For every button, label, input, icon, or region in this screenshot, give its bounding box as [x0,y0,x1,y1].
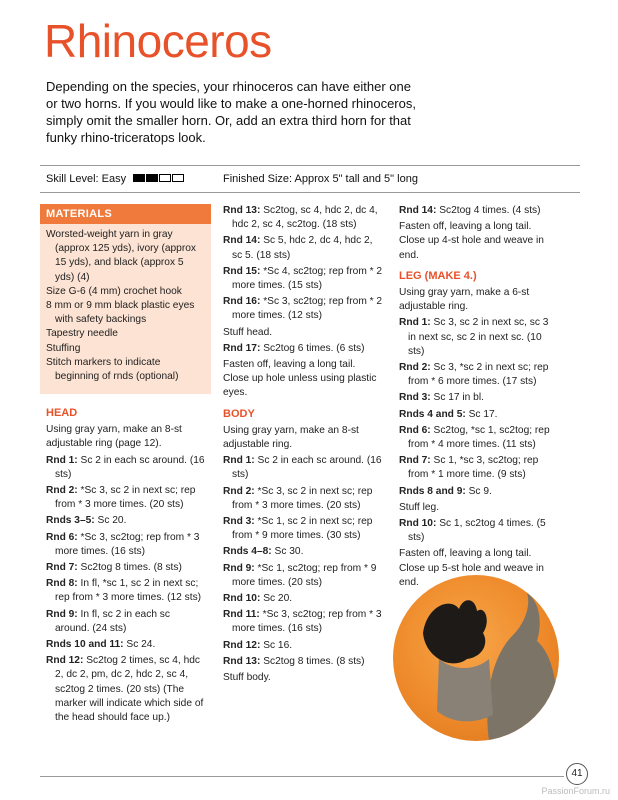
round-label: Rnd 6: [399,424,431,436]
skill-meter [133,173,185,185]
pattern-round [399,454,559,482]
round-text: In fl, *sc 1, sc 2 in next sc; rep from * 3 more times. (12 sts) [55,578,202,604]
round-label: Rnd 1: [223,455,255,467]
top-divider [40,165,580,166]
pattern-round [399,391,559,405]
body-heading: BODY [223,407,255,420]
round-label: Rnd 7: [399,455,431,467]
materials-list [40,224,211,384]
header-divider [40,192,580,193]
round-label: Rnds 8 and 9: [399,485,466,497]
pattern-round [46,561,206,575]
finished-label: Finished Size: [223,173,293,185]
pattern-round [399,424,559,452]
materials-item: Tapestry needle [46,328,118,340]
round-text: Sc 20. [260,593,293,605]
materials-heading: MATERIALS [40,204,211,224]
round-text: *Sc 3, sc2tog; rep from * 3 more times. (16 sts) [232,609,382,635]
round-text: Sc2tog, sc 4, hdc 2, dc 4, hdc 2, sc 4, sc2tog. (18 sts) [232,205,378,231]
pattern-round [46,638,206,652]
round-text: *Sc 3, sc2tog; rep from * 2 more times. (12 sts) [232,296,383,322]
round-text: Sc2tog 8 times. (8 sts) [260,655,365,667]
round-text: Sc2tog 8 times. (8 sts) [77,562,182,574]
round-label: Rnd 2: [46,485,78,497]
round-label: Rnd 11: [223,609,260,621]
column-three [399,204,559,592]
skill-level [46,173,185,185]
round-text: Sc 17. [465,408,498,420]
rhino-illustration [393,575,559,741]
round-text: Sc2tog 2 times, sc 4, hdc 2, dc 2, pm, dc 2, hdc 2, sc 4, sc2tog 2 times. (20 sts) (The marker will indicate which side of the head should face up.) [55,655,204,724]
round-label: Rnd 10: [399,518,437,530]
leg-intro: Using gray yarn, make a 6-st adjustable ring. [399,287,530,313]
round-label: Rnd 1: [46,454,78,466]
round-text: Sc 5, hdc 2, dc 4, hdc 2, sc 5. (18 sts) [232,235,373,261]
pattern-round [223,234,383,262]
round-text: Sc 9. [465,485,492,497]
body-intro: Using gray yarn, make an 8-st adjustable ring. [223,424,359,451]
pattern-round [46,654,206,725]
round-text: *Sc 4, sc2tog; rep from * 2 more times. (15 sts) [232,265,383,292]
pattern-round [46,454,206,482]
skill-meter-box [146,174,158,182]
round-text: Sc2tog 4 times. (4 sts) [436,205,541,216]
round-text: Sc 3, sc 2 in next sc, sc 3 in next sc, sc 2 in next sc. (10 sts) [408,317,549,357]
leg-rounds [399,316,559,498]
pattern-round [399,361,559,389]
round-text: *Sc 3, sc 2 in next sc; rep from * 3 more times. (20 sts) [232,485,373,511]
page-title: Rhinoceros [44,15,272,67]
pattern-round [223,485,383,513]
skill-meter-box [172,174,184,182]
skill-meter-box [159,174,171,182]
round-text: Sc 17 in bl. [430,392,484,404]
round-label: Rnd 12: [223,639,261,651]
watermark: PassionForum.ru [541,786,610,796]
round-label: Rnd 16: [223,296,261,308]
pattern-round [223,592,383,606]
round-text: *Sc 3, sc 2 in next sc; rep from * 3 more times. (20 sts) [55,485,196,511]
materials-box [40,204,211,394]
head-section [46,400,206,727]
pattern-round [223,454,383,482]
round-text: *Sc 1, sc2tog; rep from * 9 more times. (20 sts) [232,562,377,588]
pattern-round [399,408,559,422]
column-two [223,204,383,687]
head-intro: Using gray yarn, make an 8-st adjustable ring (page 12). [46,424,182,450]
pattern-round [399,485,559,499]
page-number: 41 [566,763,588,785]
pattern-round [223,265,383,293]
finished-size [223,173,418,185]
round-label: Rnds 4 and 5: [399,408,466,420]
body-rounds [223,454,383,669]
round-label: Rnd 1: [399,317,431,329]
finished-value: Approx 5" tall and 5" long [294,173,418,185]
body-rnd14 [399,204,559,218]
round-text: *Sc 1, sc 2 in next sc; rep from * 9 more times. (30 sts) [232,516,373,542]
round-label: Rnd 2: [223,485,255,497]
rhino-photo [393,575,559,741]
pattern-round [223,204,383,232]
round-label: Rnd 8: [46,578,78,590]
footer-divider [40,776,564,777]
round-label: Rnd 13: [223,205,261,216]
round-text: *Sc 3, sc2tog; rep from * 3 more times. (16 sts) [55,531,200,557]
pattern-round [399,316,559,359]
round-label: Rnd 17: [223,342,261,354]
round-label: Rnd 12: [46,655,84,667]
leg-heading: LEG (MAKE 4.) [399,269,477,282]
round-text: Sc 1, *sc 3, sc2tog; rep from * 1 more time. (9 sts) [408,455,539,481]
round-text: In fl, sc 2 in each sc around. (24 sts) [55,608,170,634]
round-label: Rnd 7: [46,562,78,574]
pattern-round [46,531,206,559]
round-text: Sc 1, sc2tog 4 times. (5 sts) [408,518,546,544]
round-label: Rnds 10 and 11: [46,639,124,651]
round-label: Rnd 14: [399,205,437,216]
round-text: Sc 20. [94,515,127,527]
materials-item: Stuffing [46,342,81,354]
intro-paragraph: Depending on the species, your rhinoceros can have either one or two horns. If you would like to make a one-horned rhinoceros, simply omit the smaller horn. Or, add an extra third horn for that funky rhino-triceratops look. [46,79,416,145]
round-label: Rnd 13: [223,655,261,667]
round-text: Sc 2 in each sc around. (16 sts) [55,454,205,480]
round-label: Rnd 9: [46,608,78,620]
materials-item: 8 mm or 9 mm black plastic eyes with safety backings [46,300,195,326]
pattern-round [223,545,383,559]
round-label: Rnd 9: [223,562,255,574]
round-text: Sc 3, *sc 2 in next sc; rep from * 6 more times. (17 sts) [408,362,549,388]
round-label: Rnd 6: [46,531,78,543]
round-text: Sc 30. [271,546,304,558]
pattern-round [223,295,383,323]
pattern-round [223,515,383,543]
head-stuff: Stuff head. [223,326,273,338]
skill-meter-box [133,174,145,182]
head-cont-rounds [223,204,383,324]
skill-value: Easy [101,173,127,185]
round-label: Rnds 3–5: [46,515,95,527]
materials-item: Worsted-weight yarn in gray (approx 125 yds), ivory (approx 15 yds), and black (approx 5 yds) (4) [46,229,196,283]
materials-item: Size G-6 (4 mm) crochet hook [46,285,182,297]
leg-fasten: Fasten off, leaving a long tail. Close up 5-st hole and weave in end. [399,548,544,588]
head-rnd17 [223,342,383,356]
round-text: Sc2tog 6 times. (6 sts) [260,342,365,354]
head-fasten: Fasten off, leaving a long tail. Close up hole unless using plastic eyes. [223,359,377,399]
round-label: Rnd 15: [223,265,261,277]
pattern-round [223,562,383,590]
pattern-round [223,608,383,636]
head-heading: HEAD [46,407,78,419]
round-label: Rnd 3: [223,516,255,528]
skill-label: Skill Level: [46,173,99,185]
round-text: Sc2tog, *sc 1, sc2tog; rep from * 4 more times. (11 sts) [408,424,550,451]
pattern-round [46,577,206,605]
pattern-round [223,655,383,669]
pattern-round [46,484,206,512]
leg-rnd10 [399,517,559,545]
round-text: Sc 2 in each sc around. (16 sts) [232,455,382,481]
round-label: Rnd 14: [223,235,261,247]
body-fasten: Fasten off, leaving a long tail. Close up 4-st hole and weave in end. [399,221,544,261]
round-text: Sc 24. [123,639,156,651]
round-label: Rnds 4–8: [223,546,272,558]
leg-stuff: Stuff leg. [399,501,440,513]
pattern-round [223,639,383,653]
round-label: Rnd 10: [223,593,261,605]
materials-item: Stitch markers to indicate beginning of rnds (optional) [46,356,179,383]
pattern-round [46,514,206,528]
head-rounds [46,454,206,726]
round-label: Rnd 2: [399,362,431,374]
round-text: Sc 16. [260,639,293,651]
round-label: Rnd 3: [399,392,431,404]
body-stuff: Stuff body. [223,672,271,684]
pattern-round [46,608,206,636]
